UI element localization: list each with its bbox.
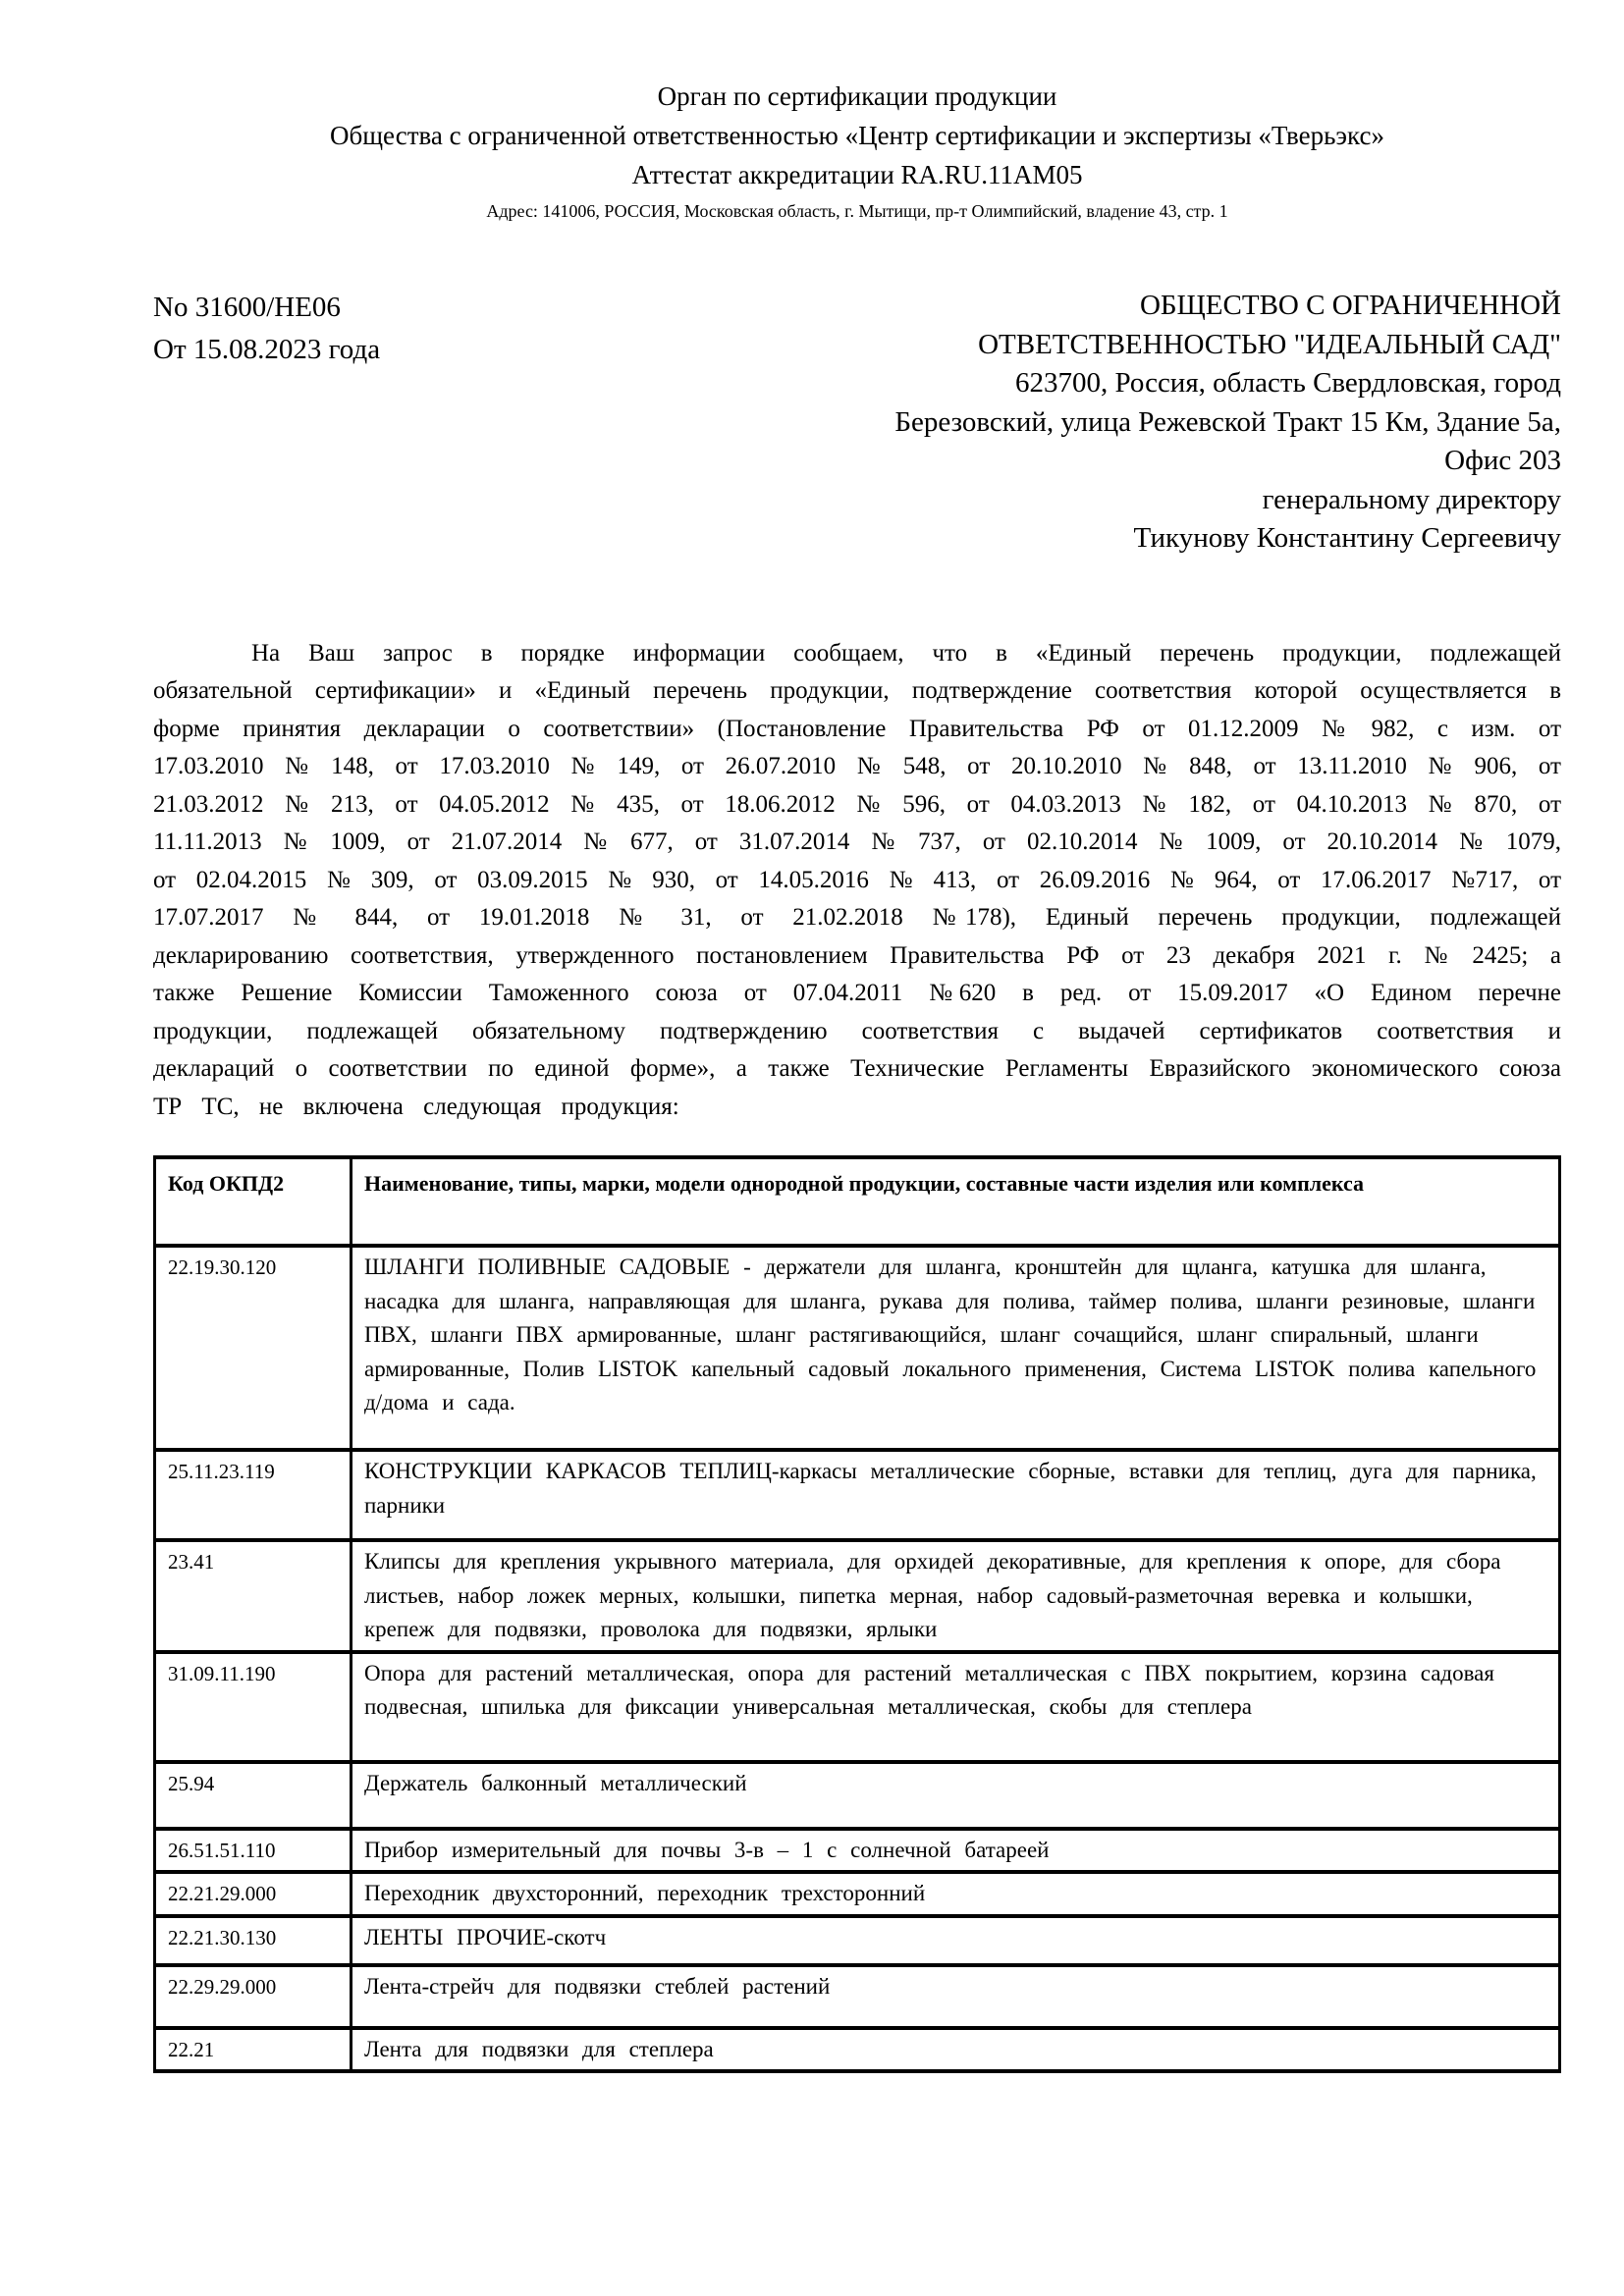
body-paragraph: На Ваш запрос в порядке информации сообщаем, что в «Единый перечень продукции, подлежащей обязательной сертификации» и «Единый перечень продукции, подтверждение соответствия которой осуществляется в форме принятия декларации о соответствии» (Постановление Правительства РФ от 01.12.2009 № 982, с изм. от 17.03.2010 № 148, от 17.03.2010 № 149, от 26.07.2010 № 548, от 20.10.2010 № 848, от 13.11.2010 № 906, от 21.03.2012 № 213, от 04.05.2012 № 435, от 18.06.2012 № 596, от 04.03.2013 № 182, от 04.10.2013 № 870, от 11.11.2013 № 1009, от 21.07.2014 № 677, от 31.07.2014 № 737, от 02.10.2014 № 1009, от 20.10.2014 № 1079, от 02.04.2015 № 309, от 03.09.2015 № 930, от 14.05.2016 № 413, от 26.09.2016 № 964, от 17.06.2017 №717, от 17.07.2017 № 844, от 19.01.2018 № 31, от 21.02.2018 №178), Единый перечень продукции, подлежащей декларированию соответствия, утвержденного постановлением Правительства РФ от 23 декабря 2021 г. № 2425; а также Решение Комиссии Таможенного союза от 07.04.2011 №620 в ред. от 15.09.2017 «О Едином перечне продукции, подлежащей обязательному подтверждению соответствия с выдачей сертификатов соответствия и деклараций о соответствии по единой форме», а также Технические Регламенты Евразийского экономического союза ТР ТС, не включена следующая продукция: bbox=[153, 639, 1561, 1120]
okpd2-code: 22.21.30.130 bbox=[155, 1916, 352, 1965]
table-row bbox=[155, 1872, 1560, 1916]
table-row bbox=[155, 1652, 1560, 1762]
letterhead-org-name: Общества с ограниченной ответственностью «Центр сертификации и экспертизы «Тверьэкс» bbox=[330, 121, 1384, 150]
okpd2-code: 23.41 bbox=[155, 1540, 352, 1652]
product-description: Прибор измерительный для почвы 3-в – 1 с солнечной батареей bbox=[352, 1829, 1560, 1873]
product-description: Переходник двухсторонний, переходник трехсторонний bbox=[352, 1872, 1560, 1916]
okpd2-code: 22.19.30.120 bbox=[155, 1246, 352, 1450]
product-description: Лента для подвязки для степлера bbox=[352, 2028, 1560, 2072]
product-description: ЛЕНТЫ ПРОЧИЕ-скотч bbox=[352, 1916, 1560, 1965]
product-description: КОНСТРУКЦИИ КАРКАСОВ ТЕПЛИЦ-каркасы металлические сборные, вставки для теплиц, дуга для парника, парники bbox=[352, 1450, 1560, 1540]
okpd2-code: 31.09.11.190 bbox=[155, 1652, 352, 1762]
table-header-description: Наименование, типы, марки, модели однородной продукции, составные части изделия или комплекса bbox=[352, 1157, 1560, 1246]
letterhead-accreditation: Аттестат аккредитации RA.RU.11АМ05 bbox=[631, 160, 1083, 189]
table-row bbox=[155, 1246, 1560, 1450]
table-row bbox=[155, 1540, 1560, 1652]
recipient-line: ОТВЕТСТВЕННОСТЬЮ "ИДЕАЛЬНЫЙ САД" bbox=[978, 328, 1561, 360]
table-row bbox=[155, 1829, 1560, 1873]
table-header-code: Код ОКПД2 bbox=[155, 1157, 352, 1246]
recipient-line: ОБЩЕСТВО С ОГРАНИЧЕННОЙ bbox=[1139, 290, 1561, 321]
table-header-row bbox=[155, 1157, 1560, 1246]
table-row bbox=[155, 1916, 1560, 1965]
product-description: ШЛАНГИ ПОЛИВНЫЕ САДОВЫЕ - держатели для шланга, кронштейн для щланга, катушка для шланга, насадка для шланга, направляющая для шланга, рукава для полива, таймер полива, шланги резиновые, шланги ПВХ, шланги ПВХ армированные, шланг растягивающийся, шланг сочащийся, шланг спиральный, шланги армированные, Полив LISTOK капельный садовый локального применения, Система LISTOK полива капельного д/дома и сада. bbox=[352, 1246, 1560, 1450]
letter-number: No 31600/НЕ06 bbox=[153, 292, 341, 323]
okpd2-code: 26.51.51.110 bbox=[155, 1829, 352, 1873]
recipient-line: Березовский, улица Режевской Тракт 15 Км, Здание 5а, bbox=[894, 405, 1561, 438]
product-description: Держатель балконный металлический bbox=[352, 1762, 1560, 1829]
okpd2-code: 22.21 bbox=[155, 2028, 352, 2072]
product-description: Клипсы для крепления укрывного материала, для орхидей декоративные, для крепления к опоре, для сбора листьев, набор ложек мерных, колышки, пипетка мерная, набор садовый-разметочная веревка и колышки, крепеж для подвязки, проволока для подвязки, ярлыки bbox=[352, 1540, 1560, 1652]
okpd2-code: 25.11.23.119 bbox=[155, 1450, 352, 1540]
product-description: Лента-стрейч для подвязки стеблей растений bbox=[352, 1965, 1560, 2028]
reference-and-recipient-section bbox=[153, 287, 1561, 559]
recipient-line: Офис 203 bbox=[1444, 445, 1561, 476]
letterhead-org-type: Орган по сертификации продукции bbox=[657, 81, 1057, 111]
table-row bbox=[155, 2028, 1560, 2072]
recipient-line: 623700, Россия, область Свердловская, город bbox=[1014, 367, 1561, 399]
products-table bbox=[153, 1155, 1561, 2073]
okpd2-code: 22.21.29.000 bbox=[155, 1872, 352, 1916]
product-description: Опора для растений металлическая, опора для растений металлическая с ПВХ покрытием, корзина садовая подвесная, шпилька для фиксации универсальная металлическая, скобы для степлера bbox=[352, 1652, 1560, 1762]
recipient-line: генеральному директору bbox=[1262, 483, 1561, 515]
table-row bbox=[155, 1762, 1560, 1829]
table-row bbox=[155, 1965, 1560, 2028]
okpd2-code: 25.94 bbox=[155, 1762, 352, 1829]
letter-date: От 15.08.2023 года bbox=[153, 334, 381, 365]
table-row bbox=[155, 1450, 1560, 1540]
letterhead bbox=[153, 77, 1561, 226]
reference-block bbox=[153, 287, 380, 371]
recipient-line: Тикунову Константину Сергеевичу bbox=[1133, 522, 1561, 554]
okpd2-code: 22.29.29.000 bbox=[155, 1965, 352, 2028]
recipient-block bbox=[894, 287, 1561, 559]
letterhead-address: Адрес: 141006, РОССИЯ, Московская область, г. Мытищи, пр-т Олимпийский, владение 43, стр. 1 bbox=[486, 201, 1228, 221]
